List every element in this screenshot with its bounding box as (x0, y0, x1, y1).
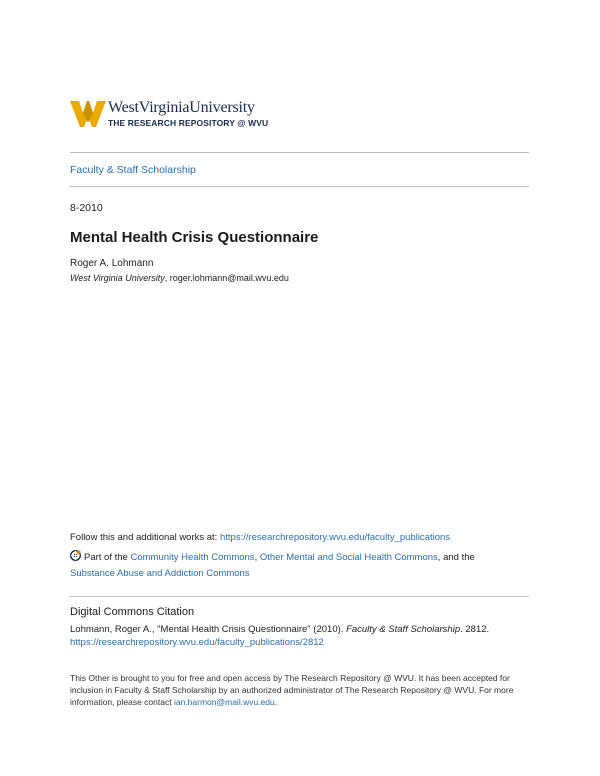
footer-end: . (274, 697, 278, 707)
contact-email-link[interactable]: ian.harmon@mail.wvu.edu (173, 697, 275, 707)
follow-url-link[interactable]: https://researchrepository.wvu.edu/faculty_publications (219, 532, 451, 543)
citation-number: . 2812. (460, 624, 490, 635)
affiliation-name: West Virginia University (70, 273, 165, 283)
divider (70, 186, 529, 187)
author-name: Roger A. Lohmann (70, 258, 154, 269)
part-of-block (70, 550, 530, 582)
author-affiliation: West Virginia University, roger.lohmann@mail.wvu.edu (70, 273, 289, 283)
divider (70, 152, 529, 153)
wvu-logo[interactable] (70, 97, 300, 133)
citation-journal: Faculty & Staff Scholarship (346, 624, 461, 635)
mental-social-health-commons-link[interactable]: Other Mental and Social Health Commons (259, 552, 438, 563)
citation-body: Lohmann, Roger A., "Mental Health Crisis Questionnaire" (2010). (70, 624, 344, 635)
collection-link[interactable]: Faculty & Staff Scholarship (70, 164, 196, 176)
community-health-commons-link[interactable]: Community Health Commons (130, 552, 255, 563)
separator: , (254, 552, 258, 563)
divider (70, 596, 529, 597)
footer-text: This Other is brought to you for free and open access by The Research Repository @ WVU. It has been accepted for inclusion in Faculty & Staff Scholarship by an authorized administrator of The Research Repository @ WVU. For more information, please contact (70, 673, 514, 707)
citation-url-link[interactable]: https://researchrepository.wvu.edu/faculty_publications/2812 (70, 637, 324, 648)
logo-subtitle: THE RESEARCH REPOSITORY @ WVU (108, 118, 269, 128)
publication-date: 8-2010 (70, 202, 103, 214)
follow-prefix: Follow this and additional works at: (70, 532, 218, 543)
author-email: roger.lohmann@mail.wvu.edu (169, 273, 289, 283)
follow-line (70, 532, 450, 543)
citation-text (70, 623, 530, 649)
logo-name: WestVirginiaUniversity (108, 99, 255, 116)
footer-notice (70, 672, 530, 708)
citation-heading: Digital Commons Citation (70, 606, 195, 618)
substance-abuse-commons-link[interactable]: Substance Abuse and Addiction Commons (70, 568, 250, 579)
wvu-flying-wv-icon (70, 97, 106, 133)
network-icon (70, 550, 81, 561)
page-title: Mental Health Crisis Questionnaire (70, 229, 319, 246)
separator: , and the (437, 552, 475, 563)
part-of-prefix: Part of the (84, 552, 128, 563)
